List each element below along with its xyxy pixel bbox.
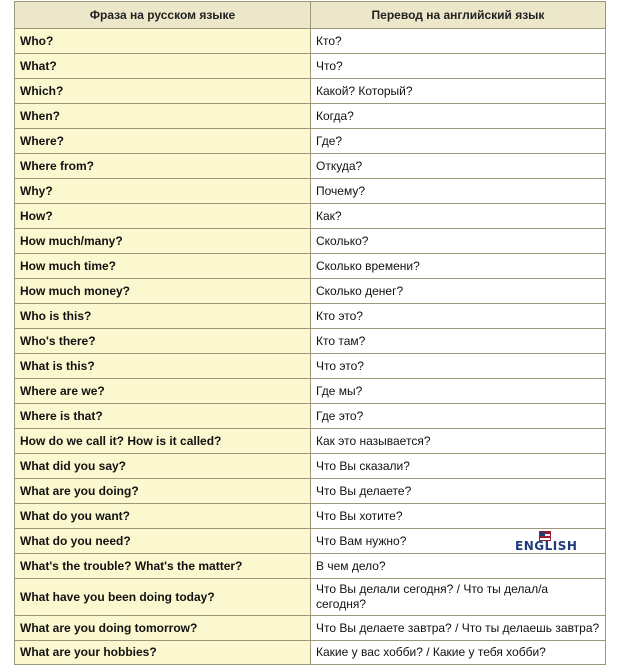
phrase-ru: Что? [311, 54, 606, 79]
phrase-en: How much time? [15, 254, 311, 279]
phrase-en: What do you need? [15, 529, 311, 554]
phrase-ru: Какие у вас хобби? / Какие у тебя хобби? [311, 641, 606, 665]
phrase-en: When? [15, 104, 311, 129]
table-row [15, 641, 606, 665]
table-row [15, 254, 606, 279]
phrase-en: What did you say? [15, 454, 311, 479]
phrase-ru: Почему? [311, 179, 606, 204]
phrase-ru: Сколько денег? [311, 279, 606, 304]
phrase-en: Who's there? [15, 329, 311, 354]
phrase-ru: Где мы? [311, 379, 606, 404]
phrase-ru: Что Вы сказали? [311, 454, 606, 479]
table-row [15, 79, 606, 104]
phrase-ru: Как? [311, 204, 606, 229]
phrase-ru: Кто это? [311, 304, 606, 329]
phrase-ru: Что Вы делаете? [311, 479, 606, 504]
phrase-en: Why? [15, 179, 311, 204]
phrase-en: How much money? [15, 279, 311, 304]
english-logo [515, 531, 585, 553]
phrase-ru: Когда? [311, 104, 606, 129]
table-row [15, 529, 606, 554]
phrase-en: Which? [15, 79, 311, 104]
table-row [15, 204, 606, 229]
table-row [15, 579, 606, 616]
table-row [15, 229, 606, 254]
phrase-en: Where from? [15, 154, 311, 179]
header-row [15, 2, 606, 29]
phrase-ru: Как это называется? [311, 429, 606, 454]
phrase-ru: Что Вам нужно? [316, 533, 407, 548]
table-row [15, 129, 606, 154]
phrase-ru: Что это? [311, 354, 606, 379]
table-row [15, 154, 606, 179]
table-row [15, 29, 606, 54]
phrase-en: Who is this? [15, 304, 311, 329]
table-row [15, 504, 606, 529]
phrase-en: How do we call it? How is it called? [15, 429, 311, 454]
phrase-en: What do you want? [15, 504, 311, 529]
phrase-en: Where is that? [15, 404, 311, 429]
phrase-en: How much/many? [15, 229, 311, 254]
phrase-en: Where are we? [15, 379, 311, 404]
phrase-ru: Что Вы хотите? [311, 504, 606, 529]
phrase-table [14, 1, 606, 665]
phrase-en: What's the trouble? What's the matter? [15, 554, 311, 579]
header-russian: Перевод на английский язык [311, 2, 606, 29]
table-row [15, 279, 606, 304]
phrase-en: What? [15, 54, 311, 79]
phrase-en: How? [15, 204, 311, 229]
phrase-ru: Сколько? [311, 229, 606, 254]
table-row [15, 554, 606, 579]
phrase-en: What are you doing tomorrow? [15, 616, 311, 641]
phrase-ru: Откуда? [311, 154, 606, 179]
phrase-ru: В чем дело? [311, 554, 606, 579]
phrase-ru: Что Вы делаете завтра? / Что ты делаешь завтра? [311, 616, 606, 641]
english-logo-text: ENGLISH [515, 539, 578, 553]
phrase-ru: Какой? Который? [311, 79, 606, 104]
phrase-en: Who? [15, 29, 311, 54]
header-english: Фраза на русском языке [15, 2, 311, 29]
phrase-ru: Кто? [311, 29, 606, 54]
phrase-en: What are you doing? [15, 479, 311, 504]
phrase-en: What have you been doing today? [15, 579, 311, 616]
phrase-en: What is this? [15, 354, 311, 379]
table-row [15, 429, 606, 454]
table-row [15, 354, 606, 379]
table-row [15, 404, 606, 429]
phrase-ru-cell [311, 529, 606, 554]
phrase-ru: Где? [311, 129, 606, 154]
phrase-en: What are your hobbies? [15, 641, 311, 665]
table-row [15, 454, 606, 479]
phrase-ru: Кто там? [311, 329, 606, 354]
table-row [15, 54, 606, 79]
table-row [15, 104, 606, 129]
phrase-ru: Сколько времени? [311, 254, 606, 279]
table-row [15, 179, 606, 204]
phrase-en: Where? [15, 129, 311, 154]
table-row [15, 329, 606, 354]
table-row [15, 616, 606, 641]
table-row [15, 479, 606, 504]
phrase-ru: Что Вы делали сегодня? / Что ты делал/а сегодня? [311, 579, 606, 616]
table-row [15, 379, 606, 404]
table-row [15, 304, 606, 329]
phrase-ru: Где это? [311, 404, 606, 429]
